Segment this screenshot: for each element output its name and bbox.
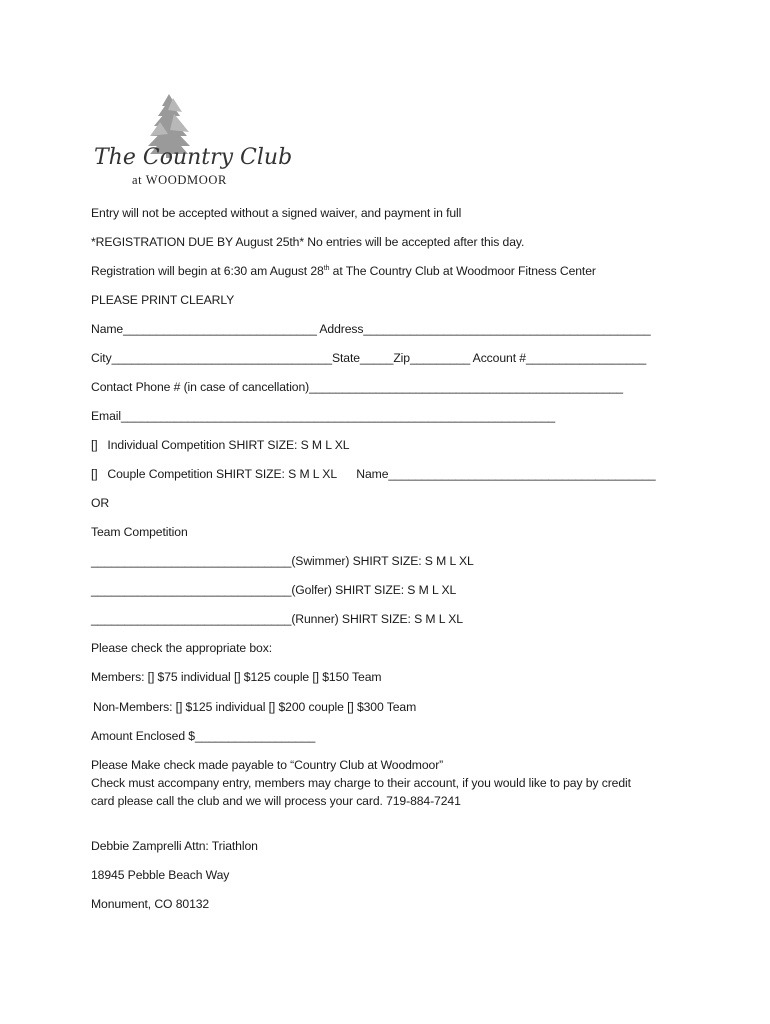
registration-start-sup: th — [323, 264, 330, 272]
golfer-field[interactable]: ______________________________(Golfer) SHIRT SIZE: S M L XL — [91, 583, 457, 597]
registration-start — [91, 262, 596, 280]
print-clearly-heading: PLEASE PRINT CLEARLY — [91, 293, 235, 307]
payment-instructions-line-3: card please call the club and we will process your card. 719-884-7241 — [91, 794, 461, 808]
registration-deadline: *REGISTRATION DUE BY August 25th* No entries will be accepted after this day. — [91, 235, 525, 249]
payment-instructions-line-1: Please Make check made payable to “Country Club at Woodmoor” — [91, 758, 444, 772]
members-pricing[interactable]: Members: [] $75 individual [] $125 couple [] $150 Team — [91, 670, 382, 684]
country-club-logo — [90, 92, 300, 192]
team-competition-heading: Team Competition — [91, 525, 188, 539]
non-members-pricing[interactable]: Non-Members: [] $125 individual [] $200 couple [] $300 Team — [93, 700, 417, 714]
tree-logo-icon — [90, 92, 300, 192]
contact-phone-field[interactable]: Contact Phone # (in case of cancellation)_______________________________________________ — [91, 380, 623, 394]
runner-field[interactable]: ______________________________(Runner) SHIRT SIZE: S M L XL — [91, 612, 463, 626]
payment-instructions — [91, 756, 691, 810]
registration-start-post: at The Country Club at Woodmoor Fitness Center — [329, 264, 596, 278]
payment-instructions-line-2: Check must accompany entry, members may charge to their account, if you would like to pay by credit — [91, 776, 631, 790]
mail-street: 18945 Pebble Beach Way — [91, 868, 230, 882]
email-field[interactable]: Email_________________________________________________________________ — [91, 409, 556, 423]
name-address-field[interactable]: Name_____________________________ Address___________________________________________ — [91, 322, 651, 336]
city-state-zip-account-field[interactable]: City_________________________________State_____Zip_________ Account #__________________ — [91, 351, 647, 365]
logo-title: The Country Club — [94, 145, 293, 170]
swimmer-field[interactable]: ______________________________(Swimmer) SHIRT SIZE: S M L XL — [91, 554, 474, 568]
individual-competition-checkbox[interactable]: [] Individual Competition SHIRT SIZE: S M L XL — [91, 438, 350, 452]
or-separator: OR — [91, 496, 110, 510]
mail-attn: Debbie Zamprelli Attn: Triathlon — [91, 839, 258, 853]
check-box-instruction: Please check the appropriate box: — [91, 641, 272, 655]
couple-competition-checkbox[interactable]: [] Couple Competition SHIRT SIZE: S M L XL Name________________________________________ — [91, 467, 656, 481]
amount-enclosed-field[interactable]: Amount Enclosed $__________________ — [91, 729, 316, 743]
waiver-notice: Entry will not be accepted without a signed waiver, and payment in full — [91, 206, 462, 220]
registration-start-pre: Registration will begin at 6:30 am August 28 — [91, 264, 324, 278]
logo-subtitle: at WOODMOOR — [132, 173, 227, 187]
mail-city-zip: Monument, CO 80132 — [91, 897, 210, 911]
